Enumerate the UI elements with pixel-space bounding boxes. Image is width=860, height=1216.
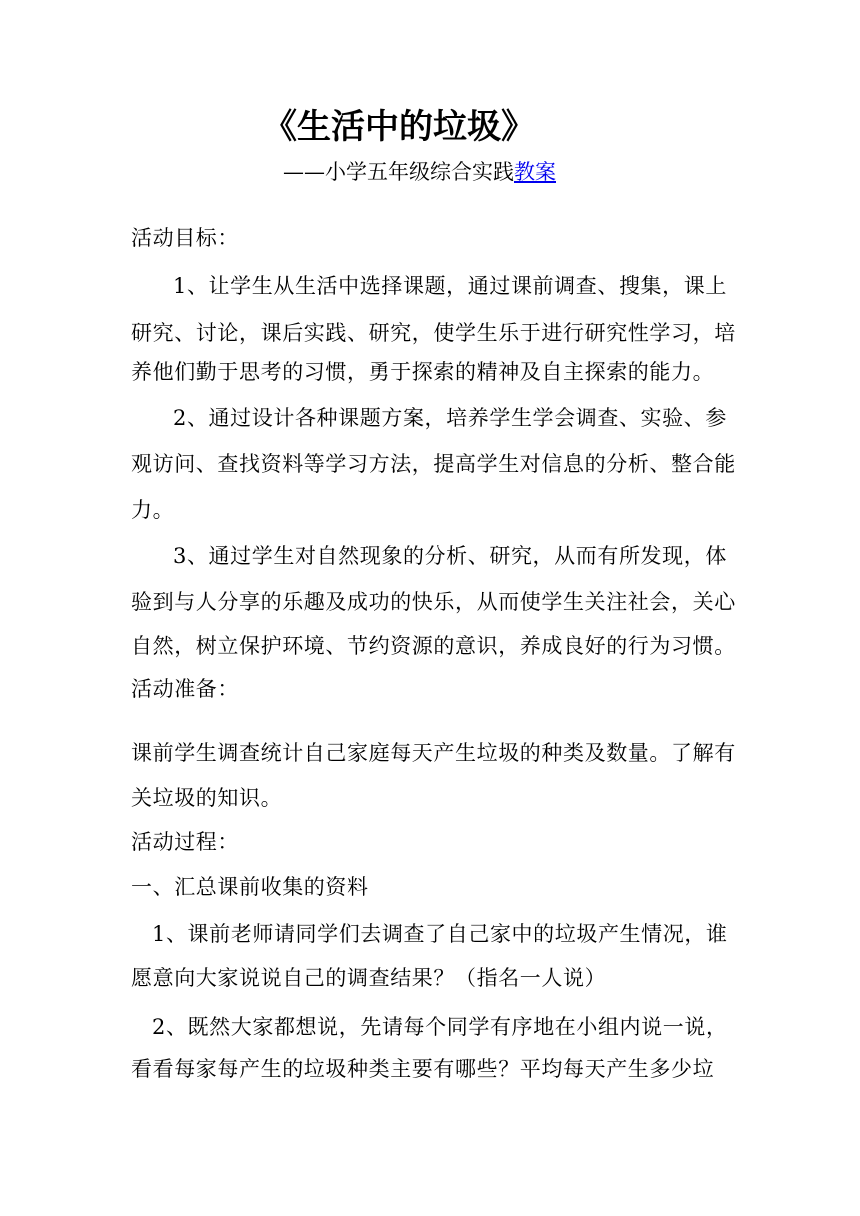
paragraph-line: 关垃圾的知识。 [131,786,283,810]
document-subtitle [283,156,556,188]
paragraph-line: 1、课前老师请同学们去调查了自己家中的垃圾产生情况，谁 [152,922,728,946]
heading-preparation: 活动准备： [131,677,239,701]
paragraph-line: 愿意向大家说说自己的调查结果？（指名一人说） [131,966,607,990]
paragraph-line: 研究、讨论，课后实践、研究，使学生乐于进行研究性学习，培 [131,321,736,345]
document-title: 《生活中的垃圾》 [263,107,535,147]
paragraph-line: 2、通过设计各种课题方案，培养学生学会调查、实验、参 [173,406,727,430]
paragraph-line: 看看每家每产生的垃圾种类主要有哪些？平均每天产生多少垃 [131,1057,715,1081]
section-heading: 一、汇总课前收集的资料 [131,875,369,899]
paragraph-line: 课前学生调查统计自己家庭每天产生垃圾的种类及数量。了解有 [131,741,736,765]
heading-objectives: 活动目标： [131,226,239,250]
paragraph-line: 3、通过学生对自然现象的分析、研究，从而有所发现，体 [173,544,727,568]
heading-process: 活动过程： [131,830,239,854]
paragraph-line: 2、既然大家都想说，先请每个同学有序地在小组内说一说， [152,1015,728,1039]
paragraph-line: 验到与人分享的乐趣及成功的快乐，从而使学生关注社会，关心 [131,590,736,614]
subtitle-text: ——小学五年级综合实践 [283,160,514,184]
paragraph-line: 养他们勤于思考的习惯，勇于探索的精神及自主探索的能力。 [131,360,715,384]
paragraph-line: 力。 [131,498,175,522]
paragraph-line: 自然，树立保护环境、节约资源的意识，养成良好的行为习惯。 [131,634,736,658]
paragraph-line: 1、让学生从生活中选择课题，通过课前调查、搜集，课上 [173,274,727,298]
paragraph-line: 观访问、查找资料等学习方法，提高学生对信息的分析、整合能 [131,452,736,476]
lesson-plan-link[interactable]: 教案 [514,160,556,184]
